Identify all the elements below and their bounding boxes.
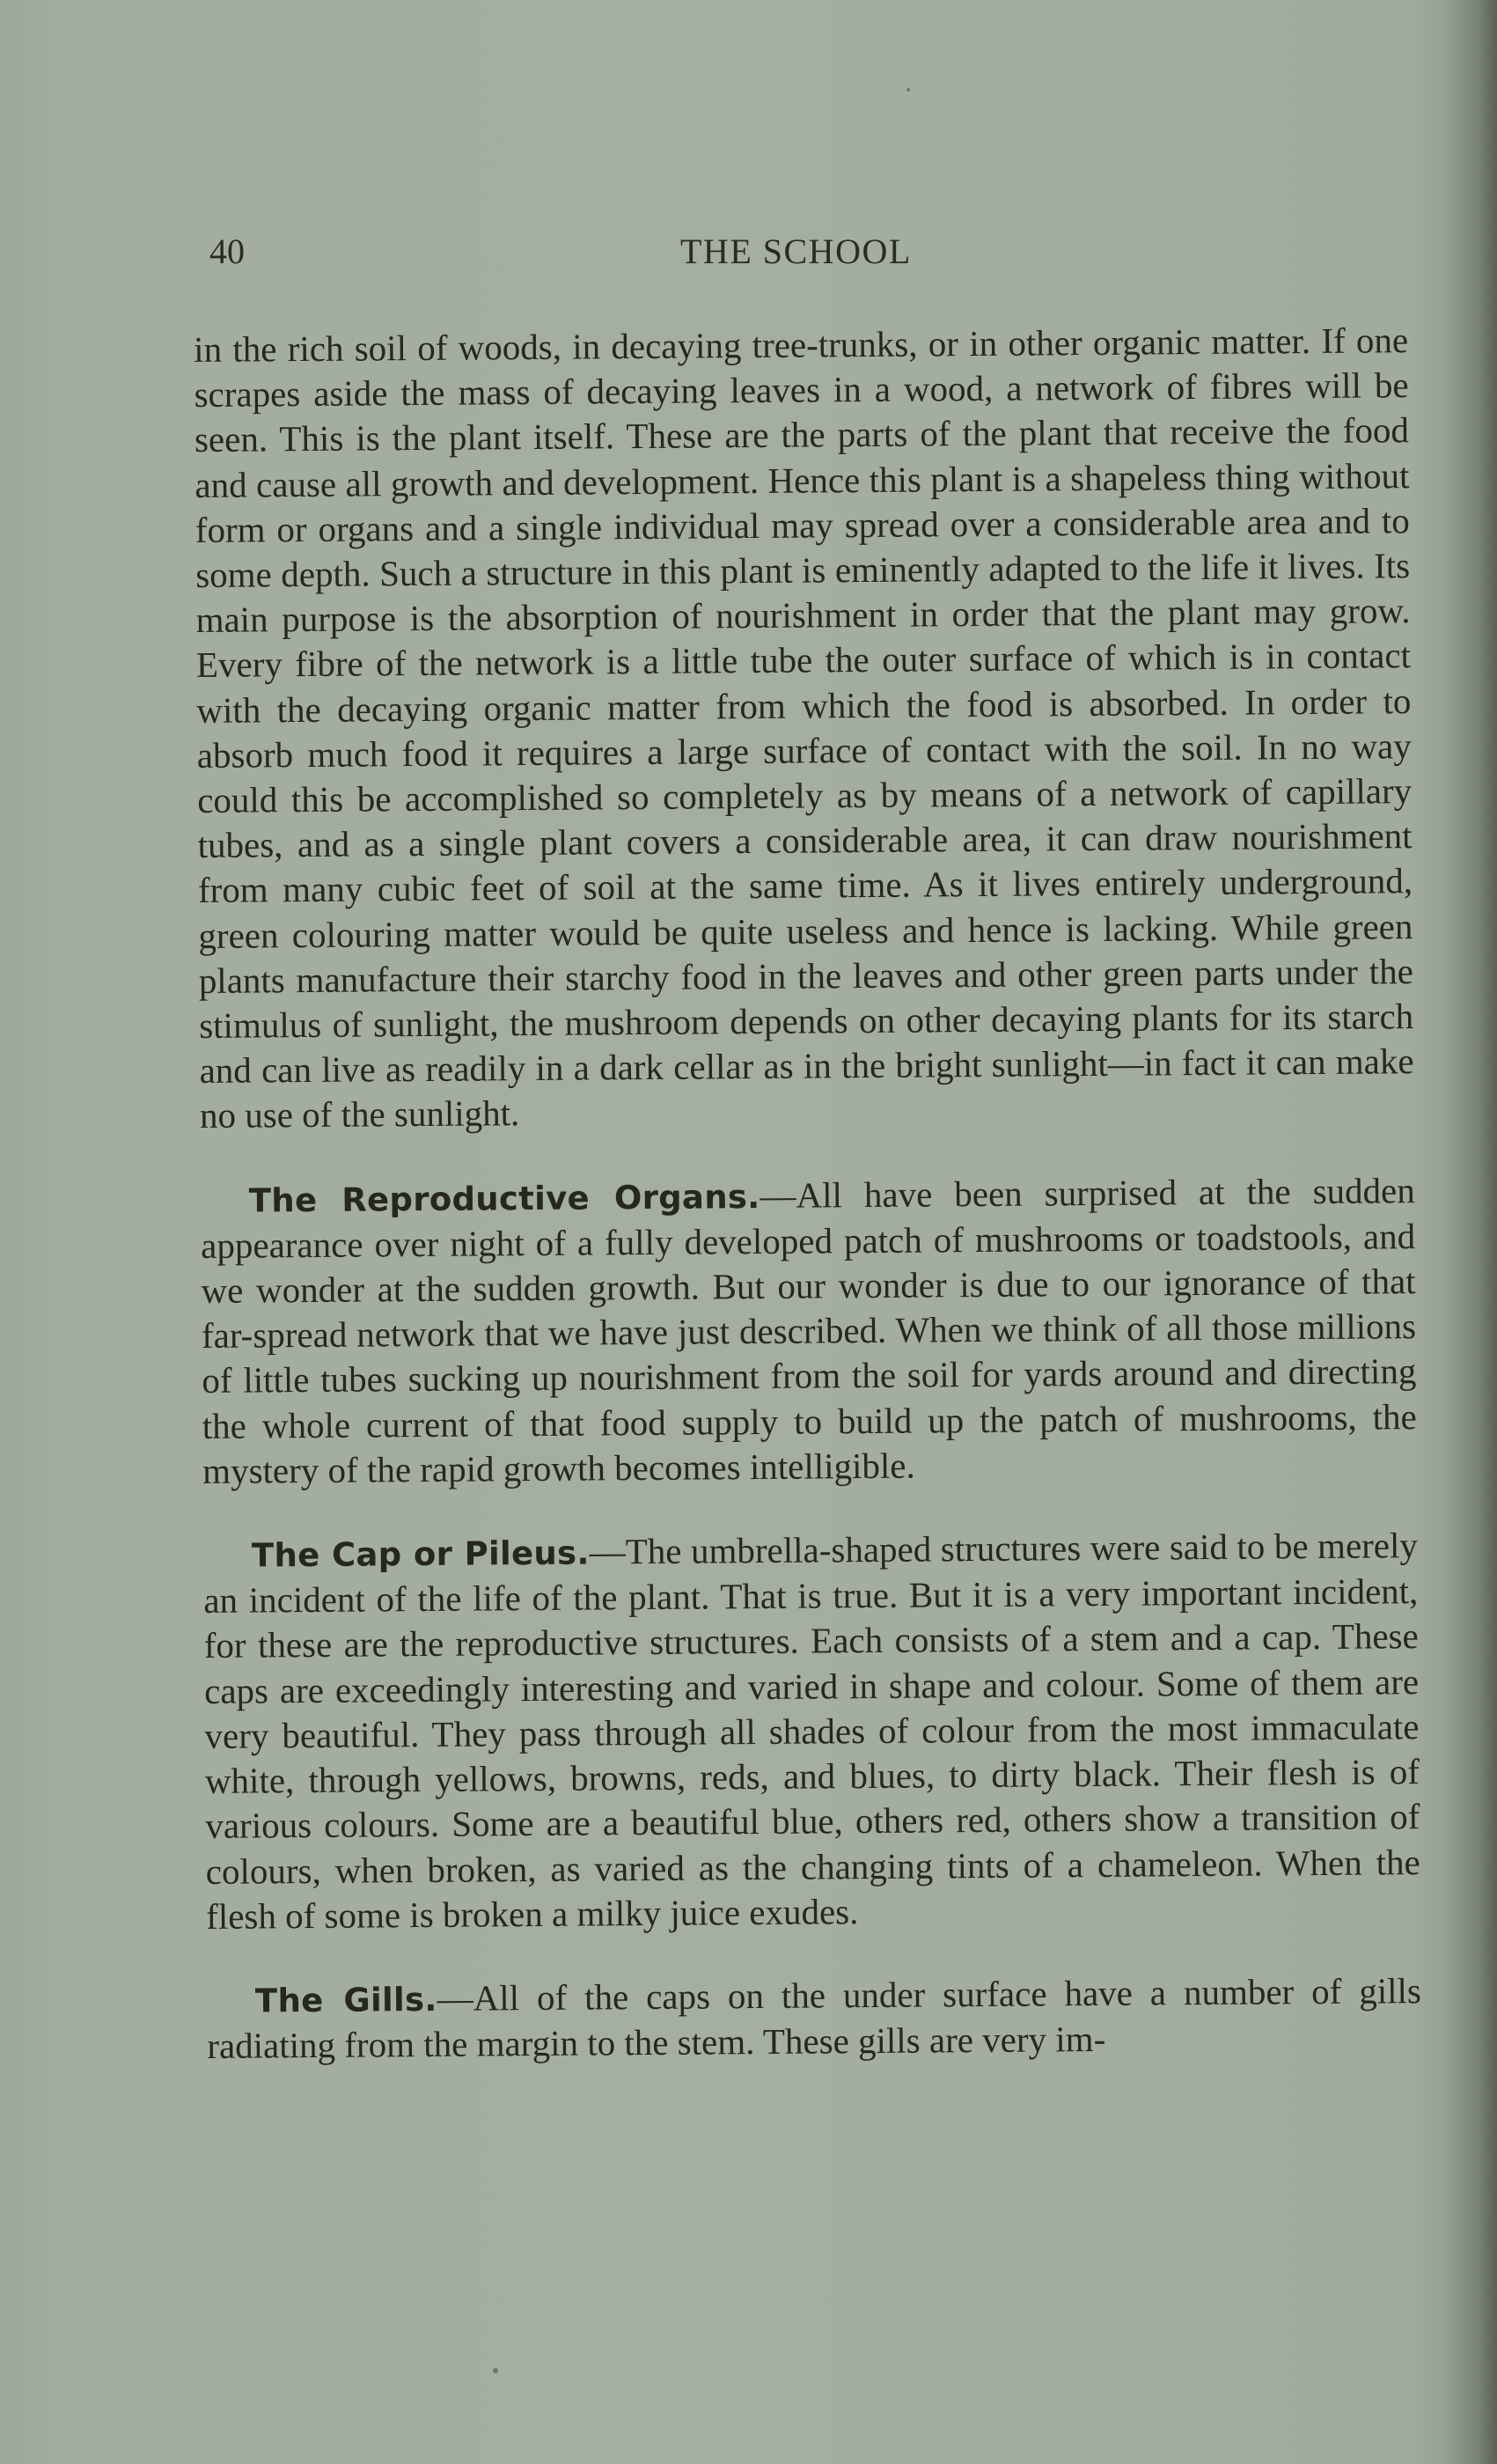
body-text: [194, 318, 1421, 2069]
page-header: [209, 231, 1406, 283]
section-heading: The Reproductive Organs.: [248, 1177, 760, 1220]
page-number: 40: [209, 232, 245, 271]
paragraph-text: —All have been surprised at the sudden appearance over night of a fully developed patch of mushrooms or toadstools, and we wonder at the sudden growth. But our wonder is due to our ignorance of that far-spread network that we have just described. When we think of all those millions of little tubes sucking up nourishment from the soil for yards around and directing the whole current of that food supply to build up the patch of mushrooms, the mystery of the rapid growth becomes intelligible.: [201, 1169, 1417, 1491]
page-edge-shadow: [1444, 0, 1497, 2464]
paragraph-reproductive-organs: [201, 1168, 1418, 1494]
paragraph-text: —The umbrella-shaped structures were said to be merely an incident of the life of the plant. That is true. But it is a very important incident, for these are the reproductive structures. Each consists of a stem and a cap. These caps are exceedingly interesting and varied in shape and colour. Some of them are very beautiful. They pass through all shades of colour from the most immaculate white, through yellows, browns, reds, and blues, to dirty black. Their flesh is of various colours. Some are a beautiful blue, others red, others show a transition of colours, when broken, as varied as the changing tints of a chameleon. When the flesh of some is broken a milky juice exudes.: [203, 1525, 1420, 1937]
paper-speck: [493, 2368, 498, 2373]
paragraph-text: —All of the caps on the under surface have a number of gills radiating from the margin to the stem. These gills are very im-: [207, 1970, 1422, 2067]
section-heading: The Cap or Pileus.: [251, 1534, 590, 1575]
paragraph-cap-or-pileus: [203, 1523, 1421, 1939]
section-heading: The Gills.: [254, 1980, 437, 2020]
paragraph-text: in the rich soil of woods, in decaying tree-trunks, or in other organic matter. If one scrapes aside the mass of decaying leaves in a wood, a network of fibres will be seen. This is the plant itself. These are the parts of the plant that receive the food and cause all growth and development. Hence this plant is a shapeless thing without form or organs and a single individual may spread over a considerable area and to some depth. Such a structure in this plant is eminently adapted to the life it lives. Its main purpose is the absorption of nourishment in order that the plant may grow. Every fibre of the network is a little tube the outer surface of which is in contact with the decaying organic matter from which the food is absorbed. In order to absorb much food it requires a large surface of contact with the soil. In no way could this be accomplished so completely as by means of a network of capillary tubes, and as a single plant covers a considerable area, it can draw nourishment from many cubic feet of soil at the same time. As it lives entirely underground, green colouring matter would be quite useless and hence is lacking. While green plants manufacture their starchy food in the leaves and other green parts under the stimulus of sunlight, the mushroom depends on other decaying plants for its starch and can live as readily in a dark cellar as in the bright sunlight—in fact it can make no use of the sunlight.: [194, 320, 1414, 1136]
paragraph-gills: [207, 1968, 1422, 2069]
paper-speck: [906, 88, 910, 92]
paragraph-continued: [194, 318, 1414, 1138]
running-head: THE SCHOOL: [680, 232, 912, 271]
